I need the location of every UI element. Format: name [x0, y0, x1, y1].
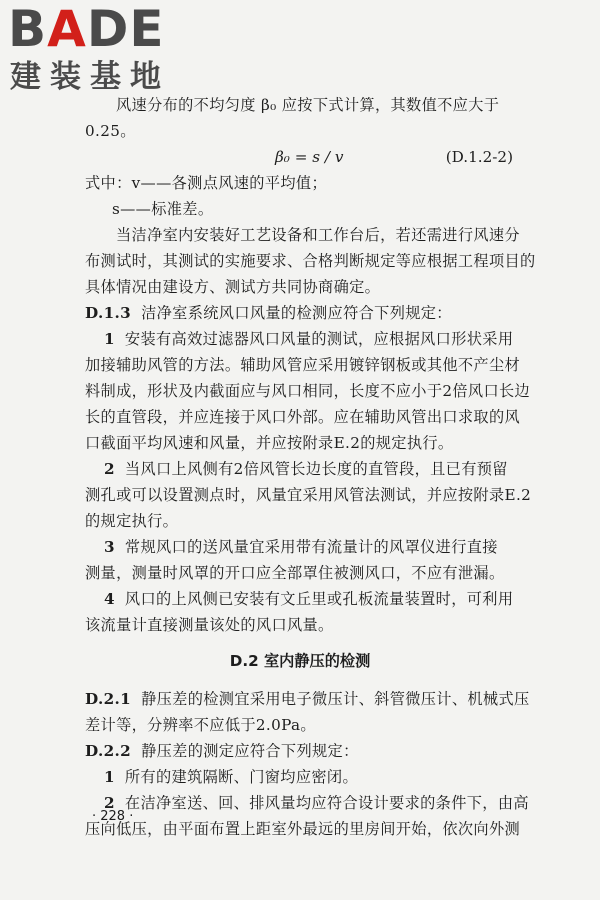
paragraph-line: 的规定执行。: [85, 512, 179, 530]
section-title: D.2 室内静压的检测: [229, 652, 371, 670]
clause-number: D.2.1: [85, 690, 132, 708]
paragraph-line: 加接辅助风管的方法。辅助风管应采用镀锌钢板或其他不产尘材: [85, 356, 521, 374]
paragraph-line: 该流量计直接测量该处的风口风量。: [85, 616, 334, 634]
logo-brand: BADE: [8, 0, 165, 58]
paragraph-line: 具体情况由建设方、测试方共同协商确定。: [85, 278, 381, 296]
clause-number: D.1.3: [85, 304, 132, 322]
list-item: 2 当风口上风侧有2倍风管长边长度的直管段，且已有预留: [104, 460, 508, 478]
where-line: s——标准差。: [112, 200, 214, 218]
formula-number: (D.1.2-2): [445, 148, 513, 166]
where-line: 式中：v——各测点风速的平均值；: [85, 174, 327, 192]
list-item: 3 常规风口的送风量宜采用带有流量计的风罩仪进行直接: [104, 538, 498, 556]
formula: β₀ = s / v: [275, 148, 344, 166]
paragraph-line: 压向低压，由平面布置上距室外最远的里房间开始，依次向外测: [85, 820, 521, 838]
paragraph-line: 测量，测量时风罩的开口应全部罩住被测风口，不应有泄漏。: [85, 564, 505, 582]
paragraph-line: 长的直管段，并应连接于风口外部。应在辅助风管出口求取的风: [85, 408, 521, 426]
list-item: 1 所有的建筑隔断、门窗均应密闭。: [104, 768, 358, 786]
paragraph-line: 口截面平均风速和风量，并应按附录E.2的规定执行。: [85, 434, 454, 452]
logo-tagline: 建装基地: [10, 59, 170, 95]
item-number: 3: [104, 538, 115, 556]
watermark-logo: [8, 0, 178, 104]
paragraph-line: 测孔或可以设置测点时，风量宜采用风管法测试，并应按附录E.2: [85, 486, 532, 504]
item-number: 1: [104, 330, 115, 348]
list-item: 4 风口的上风侧已安装有文丘里或孔板流量装置时，可利用: [104, 590, 514, 608]
paragraph-line: 差计等，分辨率不应低于2.0Pa。: [85, 716, 316, 734]
item-number: 1: [104, 768, 115, 786]
clause-heading: D.1.3 洁净室系统风口风量的检测应符合下列规定：: [85, 304, 452, 322]
paragraph-line: 0.25。: [85, 122, 136, 140]
formula-row: [85, 144, 515, 170]
page-number: · 228 ·: [92, 809, 134, 824]
item-number: 2: [104, 794, 115, 812]
paragraph-line: 当洁净室内安装好工艺设备和工作台后，若还需进行风速分: [116, 226, 520, 244]
item-number: 4: [104, 590, 115, 608]
list-item: 1 安装有高效过滤器风口风量的测试，应根据风口形状采用: [104, 330, 514, 348]
paragraph-line: 料制成，形状及内截面应与风口相同，长度不应小于2倍风口长边: [85, 382, 531, 400]
item-number: 2: [104, 460, 115, 478]
clause-number: D.2.2: [85, 742, 132, 760]
paragraph-line: 布测试时，其测试的实施要求、合格判断规定等应根据工程项目的: [85, 252, 536, 270]
document-body: [85, 92, 536, 842]
list-item: 2 在洁净室送、回、排风量均应符合设计要求的条件下，由高: [104, 794, 529, 812]
clause-heading: D.2.2 静压差的测定应符合下列规定：: [85, 742, 359, 760]
clause-heading: D.2.1 静压差的检测宜采用电子微压计、斜管微压计、机械式压: [85, 690, 530, 708]
paragraph-line: 风速分布的不均匀度 β₀ 应按下式计算，其数值不应大于: [116, 96, 500, 114]
